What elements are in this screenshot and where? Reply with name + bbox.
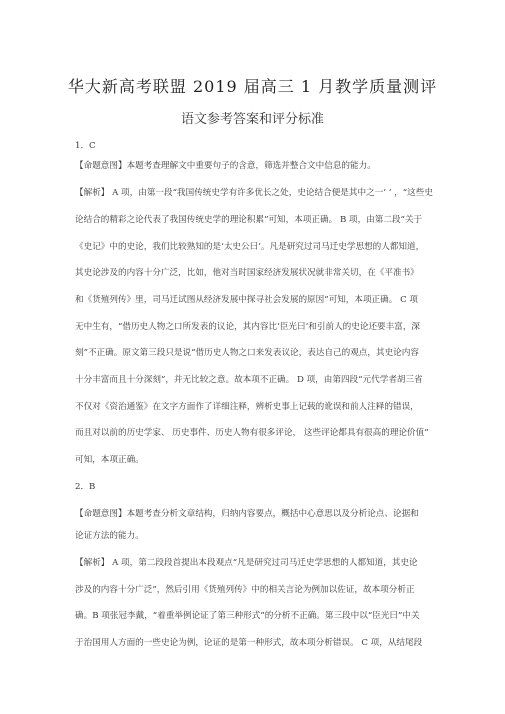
text-line: 刻”不正确。原文第三段只是说“借历史人物之口来发表议论，表达自己的观点，其史论内容: [75, 348, 419, 358]
text-line: 其史论涉及的内容十分广泛，比如，他对当时国家经济发展状况就非常关切，在《平准书》: [75, 268, 419, 278]
text-line: 而且对以前的历史学家、 历史事件、历史人物有很多评论， 这些评论都具有很高的理论价值”: [75, 428, 429, 438]
text-line: 【解析】 A 项，由第一段“我国传统史学有许多优长之处，史论结合便是其中之一’ ’ ，“这些史: [75, 188, 433, 198]
document-subtitle: 语文参考答案和评分标准: [180, 112, 324, 127]
text-line: 十分丰富而且十分深刻”，并无比较之意。故本项不正确。 D 项，由第四段“元代学者胡三省: [75, 375, 423, 385]
text-line: 论结合的精彩之论代表了我国传统史学的理论积累”可知，本项正确。 B 项，由第二段“关于: [75, 215, 423, 225]
text-line: 不仅对《资治通鉴》在文字方面作了详细注释，辨析史事上记载的讹误和前人注释的错误，: [75, 402, 419, 412]
text-line: 《史记》中的史论，我们比较熟知的是‘太史公曰’。凡是研究过司马迁史学思想的人都知道，: [75, 242, 425, 252]
text-line: 【命题意图】本题考查理解文中重要句子的含意，筛选并整合文中信息的能力。: [75, 161, 376, 171]
text-line: 可知，本项正确。: [75, 455, 144, 465]
question-number: 1．C: [75, 141, 96, 151]
text-line: 和《货殖列传》里，司马迁试图从经济发展中探寻社会发展的原因”可知，本项正确。 C 项: [75, 295, 418, 305]
text-line: 【解析】 A 项，第二段段首提出本段观点“凡是研究过司马迁史学思想的人都知道，其史论: [75, 558, 418, 568]
text-line: 涉及的内容十分广泛”，然后引用《货殖列传》中的相关言论为例加以佐证，故本项分析正: [75, 585, 415, 595]
text-line: 【命题意图】本题考查分析文章结构，归纳内容要点，概括中心意思以及分析论点、论据和: [75, 509, 419, 519]
document-title: 华大新高考联盟 2019 届高三 1 月教学质量测评: [67, 77, 438, 96]
text-line: 论证方法的能力。: [75, 531, 144, 541]
text-line: 无中生有，“借历史人物之口所发表的议论，其内容比‘臣光曰’和引前人的史论还要丰富，深: [75, 322, 421, 332]
text-line: 确。B 项张冠李戴，“着重举例论证了第三种形式”的分析不正确。第三段中以“臣光曰”中关: [75, 611, 420, 621]
text-line: 于治国用人方面的一些史论为例，论证的是第一种形式，故本项分析错误。 C 项，从结尾段: [75, 638, 423, 648]
question-number: 2．B: [75, 482, 96, 492]
